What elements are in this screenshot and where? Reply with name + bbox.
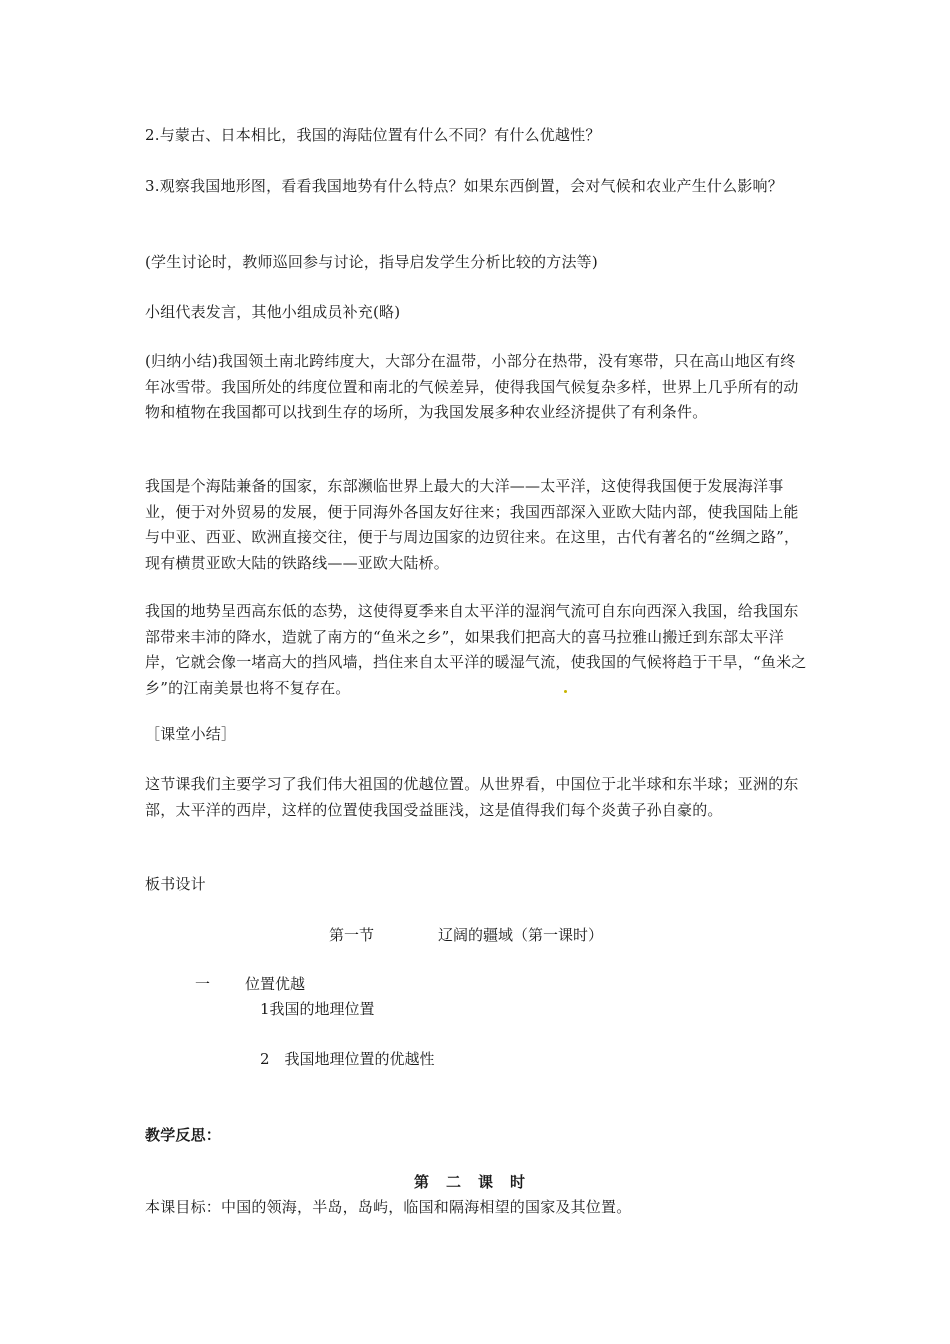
summary-paragraph-latitude: (归纳小结)我国领土南北跨纬度大，大部分在温带，小部分在热带，没有寒带，只在高山地区有终年冰雪带。我国所处的纬度位置和南北的气候差异，使得我国气候复杂多样，世界上几乎所有的动物和植物在我国都可以找到生存的场所，为我国发展多种农业经济提供了有利条件。: [145, 352, 799, 421]
reflection-label: 教学反思：: [145, 1126, 222, 1144]
question-2: 2.与蒙古、日本相比，我国的海陆位置有什么不同？有什么优越性？: [145, 126, 601, 144]
summary-paragraph-sea-land: 我国是个海陆兼备的国家，东部濒临世界上最大的大洋——太平洋，这使得我国便于发展海洋事业，便于对外贸易的发展，便于同海外各国友好往来；我国西部深入亚欧大陆内部，使我国陆上能与中亚、西亚、欧洲直接交往，便于与周边国家的边贸往来。在这里，古代有著名的“丝绸之路”，现有横贯亚欧大陆的铁路线——亚欧大陆桥。: [145, 477, 800, 572]
outline-item-label: 位置优越: [245, 975, 306, 993]
outline-sub-2: 2 我国地理位置的优越性: [260, 1050, 435, 1068]
group-note: 小组代表发言，其他小组成员补充(略): [145, 303, 401, 321]
question-3: 3.观察我国地形图，看看我国地势有什么特点？如果东西倒置，会对气候和农业产生什么影响？: [145, 177, 783, 195]
board-design-label: 板书设计: [145, 875, 206, 893]
outline-sub-1: 1我国的地理位置: [260, 1000, 375, 1018]
teacher-note: (学生讨论时，教师巡回参与讨论，指导启发学生分析比较的方法等): [145, 253, 598, 271]
class-summary-text: 这节课我们主要学习了我们伟大祖国的优越位置。从世界看，中国位于北半球和东半球；亚洲的东部，太平洋的西岸，这样的位置使我国受益匪浅，这是值得我们每个炎黄子孙自豪的。: [145, 775, 799, 819]
summary-paragraph-terrain: 我国的地势呈西高东低的态势，这使得夏季来自太平洋的湿润气流可自东向西深入我国，给我国东部带来丰沛的降水，造就了南方的“鱼米之乡”，如果我们把高大的喜马拉雅山搬迁到东部太平洋岸，它就会像一堵高大的挡风墙，挡住来自太平洋的暖湿气流，使我国的气候将趋于干旱，“鱼米之乡”的江南美景也将不复存在。: [145, 602, 807, 697]
board-title: 辽阔的疆域（第一课时）: [438, 926, 604, 944]
second-lesson-title: 第 二 课 时: [414, 1173, 527, 1191]
outline-item-number: 一: [195, 975, 211, 993]
second-lesson-goal: 本课目标：中国的领海，半岛，岛屿，临国和隔海相望的国家及其位置。: [145, 1198, 632, 1216]
class-summary-heading: ［课堂小结］: [145, 725, 237, 743]
board-section: 第一节: [329, 926, 375, 944]
highlight-mark: [564, 690, 567, 693]
